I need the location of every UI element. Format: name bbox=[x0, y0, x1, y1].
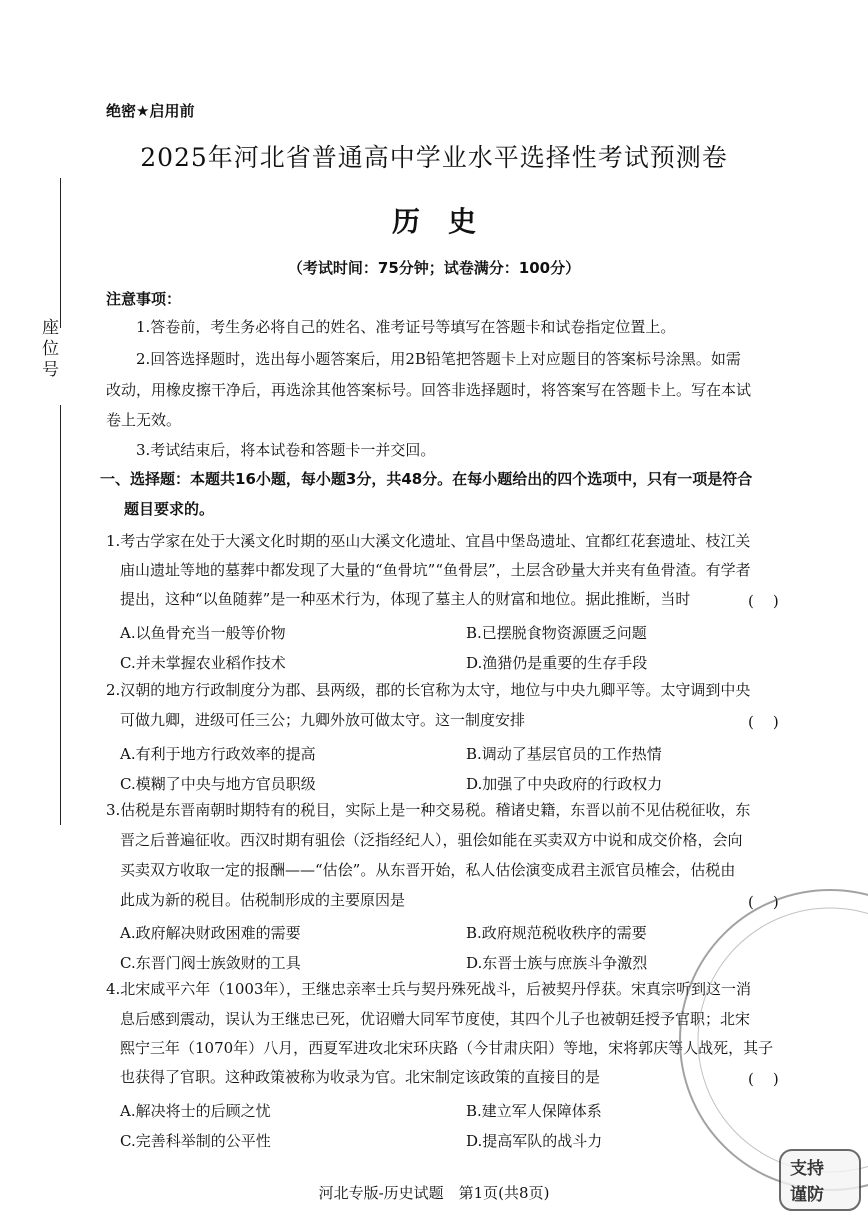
option-a: A.政府解决财政困难的需要 bbox=[120, 924, 301, 942]
question-1-text: 1.考古学家在处于大溪文化时期的巫山大溪文化遗址、宜昌中堡岛遗址、宜都红花套遗址、枝江关 bbox=[106, 532, 751, 550]
option-d: D.提高军队的战斗力 bbox=[466, 1132, 603, 1150]
section-heading-cont: 题目要求的。 bbox=[124, 500, 215, 518]
question-3-text: 此成为新的税目。估税制形成的主要原因是 bbox=[120, 891, 406, 909]
option-d: D.东晋士族与庶族斗争激烈 bbox=[466, 954, 648, 972]
notice-line: 卷上无效。 bbox=[106, 411, 182, 429]
option-c: C.并未掌握农业稻作技术 bbox=[120, 654, 286, 672]
question-4-text: 息后感到震动，误认为王继忠已死，优诏赠大同军节度使，其四个儿子也被朝廷授予官职；北宋 bbox=[120, 1010, 751, 1028]
seat-number-label: 座位号 bbox=[38, 318, 58, 381]
answer-paren: ( ) bbox=[748, 893, 779, 911]
option-a: A.解决将士的后顾之忧 bbox=[120, 1102, 271, 1120]
notice-line: 3.考试结束后，将本试卷和答题卡一并交回。 bbox=[136, 441, 436, 459]
stamp-watermark bbox=[640, 880, 868, 1205]
answer-paren: ( ) bbox=[748, 592, 779, 610]
answer-paren: ( ) bbox=[748, 713, 779, 731]
notice-line: 改动，用橡皮擦干净后，再选涂其他答案标号。回答非选择题时，将答案写在答题卡上。写在本试 bbox=[106, 381, 752, 399]
option-d: D.加强了中央政府的行政权力 bbox=[466, 775, 663, 793]
option-a: A.有利于地方行政效率的提高 bbox=[120, 745, 316, 763]
question-3-text: 晋之后普遍征收。西汉时期有驵侩（泛指经纪人），驵侩如能在买卖双方中说和成交价格，会向 bbox=[120, 831, 743, 849]
subject-title: 历史 bbox=[391, 205, 504, 238]
answer-paren: ( ) bbox=[748, 1070, 779, 1088]
option-b: B.已摆脱食物资源匮乏问题 bbox=[466, 624, 647, 642]
option-c: C.模糊了中央与地方官员职级 bbox=[120, 775, 316, 793]
option-b: B.调动了基层官员的工作热情 bbox=[466, 745, 662, 763]
question-1-text: 提出，这种“以鱼随葬”是一种巫术行为，体现了墓主人的财富和地位。据此推断，当时 bbox=[120, 590, 691, 608]
section-heading: 一、选择题：本题共16小题，每小题3分，共48分。在每小题给出的四个选项中，只有一项是符合 bbox=[100, 470, 753, 488]
question-1-text: 庙山遗址等地的墓葬中都发现了大量的“鱼骨坑”“鱼骨层”，土层含砂量大并夹有鱼骨渣。有学者 bbox=[120, 561, 751, 579]
question-3-text: 买卖双方收取一定的报酬——“估侩”。从东晋开始，私人估侩演变成君主派官员榷会，估税由 bbox=[120, 861, 736, 879]
stamp-text: 谨防 bbox=[790, 1185, 824, 1205]
question-4-text: 也获得了官职。这种政策被称为收录为官。北宋制定该政策的直接目的是 bbox=[120, 1068, 601, 1086]
binding-line-bottom bbox=[60, 405, 61, 825]
question-3-text: 3.估税是东晋南朝时期特有的税目，实际上是一种交易税。稽诸史籍，东晋以前不见估税征收，东 bbox=[106, 801, 751, 819]
page-footer: 河北专版-历史试题 第1页(共8页) bbox=[318, 1184, 550, 1202]
stamp-text: 支持 bbox=[790, 1159, 824, 1179]
question-4-text: 熙宁三年（1070年）八月，西夏军进攻北宋环庆路（今甘肃庆阳）等地，宋将郭庆等人战死，其子 bbox=[120, 1039, 774, 1057]
notice-heading: 注意事项： bbox=[106, 290, 182, 308]
exam-info: （考试时间：75分钟；试卷满分：100分） bbox=[287, 259, 581, 277]
notice-line: 1.答卷前，考生务必将自己的姓名、准考证号等填写在答题卡和试卷指定位置上。 bbox=[136, 318, 676, 336]
exam-title: 2025年河北省普通高中学业水平选择性考试预测卷 bbox=[140, 143, 728, 172]
option-c: C.东晋门阀士族敛财的工具 bbox=[120, 954, 301, 972]
option-b: B.建立军人保障体系 bbox=[466, 1102, 602, 1120]
question-2-text: 可做九卿，进级可任三公；九卿外放可做太守。这一制度安排 bbox=[120, 711, 526, 729]
option-a: A.以鱼骨充当一般等价物 bbox=[120, 624, 286, 642]
notice-line: 2.回答选择题时，选出每小题答案后，用2B铅笔把答题卡上对应题目的答案标号涂黑。如需 bbox=[136, 350, 741, 368]
question-4-text: 4.北宋咸平六年（1003年），王继忠亲率士兵与契丹殊死战斗，后被契丹俘获。宋真宗听到这一消 bbox=[106, 980, 751, 998]
option-c: C.完善科举制的公平性 bbox=[120, 1132, 271, 1150]
option-d: D.渔猎仍是重要的生存手段 bbox=[466, 654, 648, 672]
option-b: B.政府规范税收秩序的需要 bbox=[466, 924, 647, 942]
secret-mark: 绝密★启用前 bbox=[106, 102, 195, 120]
question-2-text: 2.汉朝的地方行政制度分为郡、县两级，郡的长官称为太守，地位与中央九卿平等。太守调到中央 bbox=[106, 681, 751, 699]
